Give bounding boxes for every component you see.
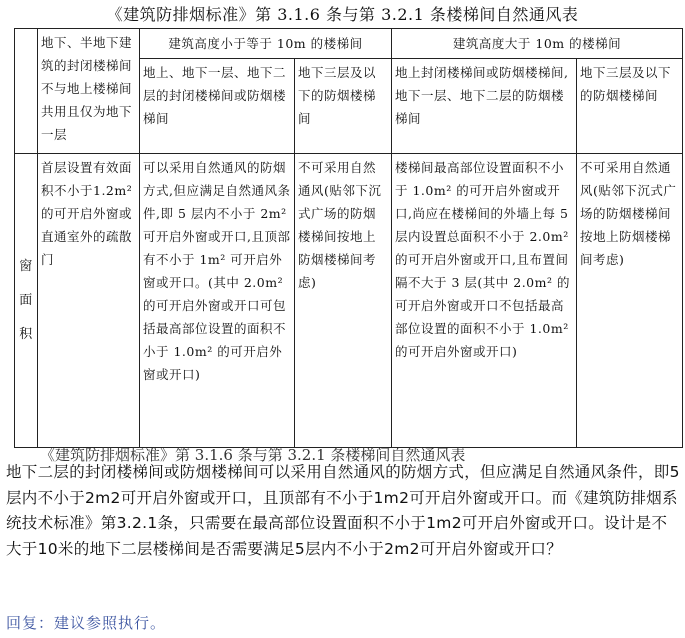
row-label-window-area bbox=[15, 154, 38, 448]
header-corner bbox=[15, 29, 38, 154]
ventilation-table bbox=[14, 28, 682, 448]
header-high-basement-3: 地下三层及以下的防烟楼梯间 bbox=[577, 59, 683, 154]
row-label-char: 积 bbox=[19, 326, 33, 342]
cell-low-basement-3: 不可采用自然通风(贴邻下沉式广场的防烟楼梯间按地上防烟楼梯间考虑) bbox=[295, 154, 392, 448]
table-title: 《建筑防排烟标准》第 3.1.6 条与第 3.2.1 条楼梯间自然通风表 bbox=[106, 5, 579, 24]
cell-high-above-ground: 楼梯间最高部位设置面积不小于 1.0m² 的可开启外窗或开口,尚应在楼梯间的外墙上每 5 层内设置总面积不小于 2.0m² 的可开启外窗或开口,且布置间隔不大于 3 层(其中 2.0m² 的可开启外窗或开口不包括最高部位设置的面积不小于 1.0m² 的可开启外窗或开口) bbox=[392, 154, 577, 448]
header-group-high: 建筑高度大于 10m 的楼梯间 bbox=[392, 29, 683, 59]
header-low-above-ground: 地上、地下一层、地下二层的封闭楼梯间或防烟楼梯间 bbox=[140, 59, 295, 154]
question-text: 地下二层的封闭楼梯间或防烟楼梯间可以采用自然通风的防烟方式，但应满足自然通风条件，即5层内不小于2m2可开启外窗或开口，且顶部有不小于1m2可开启外窗或开口。而《建筑防排烟系统技术标准》第3.2.1条，只需要在最高部位设置面积不小于1m2可开启外窗或开口。设计是不大于10米的地下二层楼梯间是否需要满足5层内不小于2m2可开启外窗或开口？ bbox=[6, 463, 680, 558]
header-group-low: 建筑高度小于等于 10m 的楼梯间 bbox=[140, 29, 392, 59]
cell-high-basement-3: 不可采用自然通风(贴邻下沉式广场的防烟楼梯间按地上防烟楼梯间考虑) bbox=[577, 154, 683, 448]
cell-low-above-ground: 可以采用自然通风的防烟方式,但应满足自然通风条件,即 5 层内不小于 2m² 可开启外窗或开口,且顶部有不小于 1m² 可开启外窗或开口。(其中 2.0m² 的可开启外窗或开口可包括最高部位设置的面积不小于 1.0m² 的可开启外窗或开口) bbox=[140, 154, 295, 448]
cell-basement-stair: 首层设置有效面积不小于1.2m² 的可开启外窗或直通室外的疏散门 bbox=[38, 154, 140, 448]
reply-text: 回复：建议参照执行。 bbox=[6, 614, 167, 632]
cut-off-caption: 《建筑防排烟标准》第 3.1.6 条与第 3.2.1 条楼梯间自然通风表 bbox=[40, 446, 466, 464]
header-basement-stair: 地下、半地下建筑的封闭楼梯间不与地上楼梯间共用且仅为地下一层 bbox=[38, 29, 140, 154]
header-low-basement-3: 地下三层及以下的防烟楼梯间 bbox=[295, 59, 392, 154]
row-label-char: 窗 bbox=[19, 258, 33, 274]
header-high-above-ground: 地上封闭楼梯间或防烟楼梯间,地下一层、地下二层的防烟楼梯间 bbox=[392, 59, 577, 154]
row-label-char: 面 bbox=[19, 292, 33, 308]
